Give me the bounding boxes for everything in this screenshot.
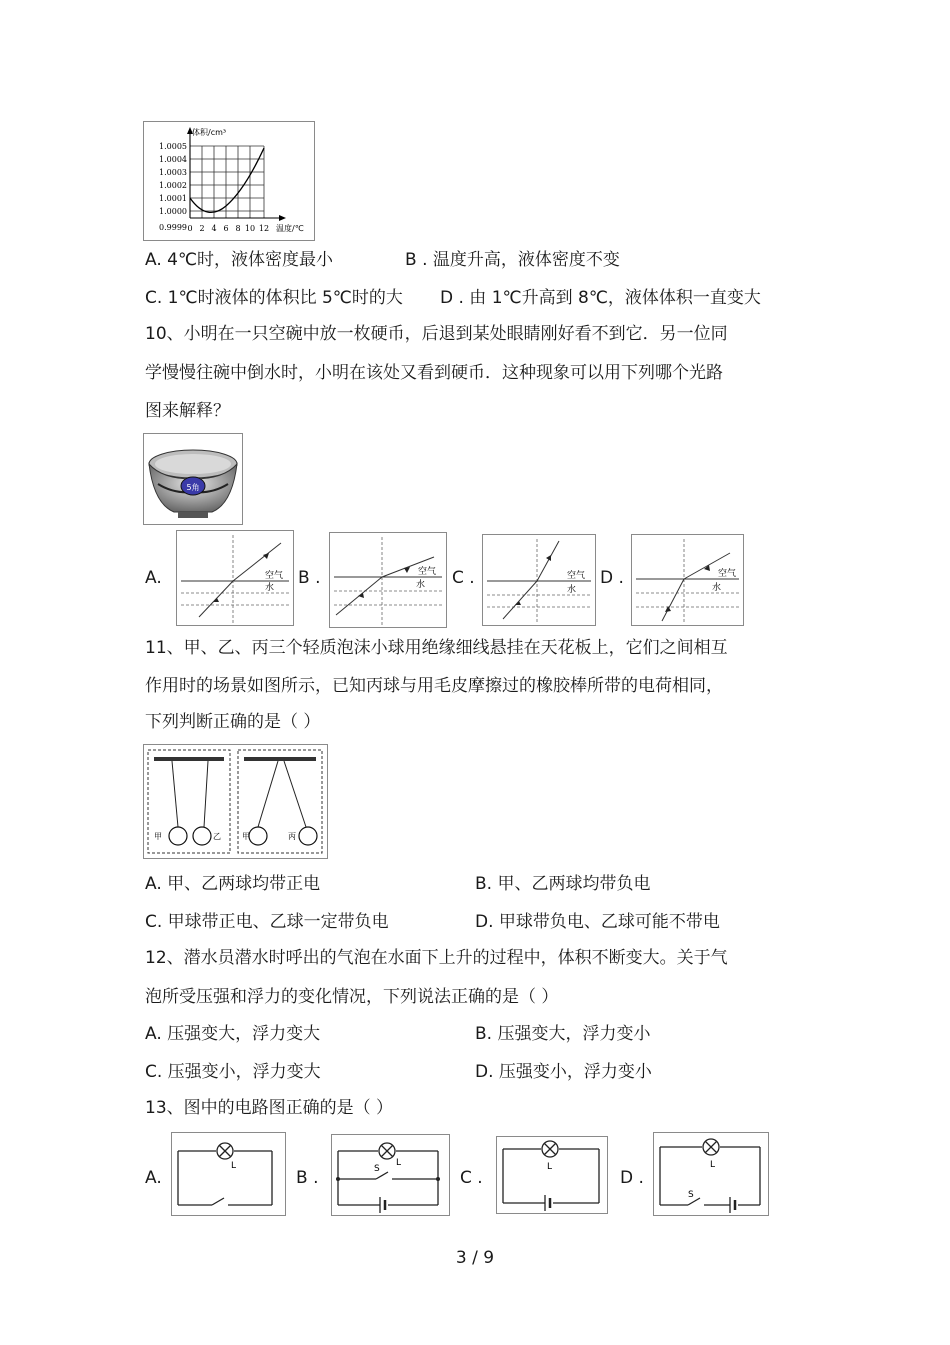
water-label: 水: [712, 583, 722, 593]
air-label: 空气: [265, 571, 284, 581]
q11-option-b: B. 甲、乙两球均带负电: [475, 874, 651, 894]
ytick: 1.0000: [159, 207, 187, 216]
volume-temperature-graph: [143, 121, 315, 241]
q12-option-a: A. 压强变大，浮力变大: [145, 1024, 321, 1044]
ball-label-bing: 丙: [288, 832, 296, 841]
light-path-diagram-c: [482, 534, 596, 626]
coin-label: 5角: [186, 483, 200, 492]
lamp-label: L: [710, 1160, 716, 1170]
air-label: 空气: [418, 567, 437, 577]
graph-xlabel: 温度/℃: [276, 224, 304, 233]
q9-option-c: C. 1℃时液体的体积比 5℃时的大: [145, 288, 403, 308]
lamp-label: L: [547, 1162, 553, 1172]
q11-option-d: D. 甲球带负电、乙球可能不带电: [475, 912, 720, 932]
ytick: 1.0002: [159, 181, 187, 190]
xtick: 6: [223, 224, 229, 233]
water-label: 水: [567, 585, 577, 595]
q10-label-a: A.: [145, 568, 162, 588]
water-label: 水: [265, 583, 275, 593]
ytick: 1.0005: [159, 142, 187, 151]
circuit-diagram-a: [171, 1132, 286, 1216]
q10-line-3: 图来解释？: [145, 401, 230, 421]
xtick: 0: [187, 224, 193, 233]
q13-label-b: B .: [296, 1168, 319, 1188]
switch-label: S: [374, 1164, 380, 1174]
ytick: 0.9999: [159, 223, 187, 232]
ball-label-yi: 乙: [213, 832, 221, 841]
ball-label-jia-right: 甲: [242, 832, 250, 841]
q9-option-a: A. 4℃时，液体密度最小: [145, 250, 334, 270]
light-path-diagram-d: [631, 534, 744, 626]
q11-line-2: 作用时的场景如图所示，已知丙球与用毛皮摩擦过的橡胶棒所带的电荷相同，: [145, 676, 723, 696]
q10-label-b: B .: [298, 568, 321, 588]
q11-line-3: 下列判断正确的是（ ）: [145, 712, 321, 732]
ytick: 1.0001: [159, 194, 187, 203]
xtick: 8: [235, 224, 241, 233]
air-label: 空气: [718, 569, 737, 579]
switch-label: S: [688, 1190, 694, 1200]
q11-line-1: 11、甲、乙、丙三个轻质泡沫小球用绝缘细线悬挂在天花板上，它们之间相互: [145, 638, 728, 658]
bowl-with-coin-image: [143, 433, 243, 525]
graph-ylabel: 体积/cm³: [192, 128, 227, 137]
q11-option-a: A. 甲、乙两球均带正电: [145, 874, 321, 894]
circuit-diagram-b: [331, 1134, 450, 1216]
q13-label-c: C .: [460, 1168, 483, 1188]
q13-line-1: 13、图中的电路图正确的是（ ）: [145, 1098, 394, 1118]
q12-line-1: 12、潜水员潜水时呼出的气泡在水面下上升的过程中，体积不断变大。关于气: [145, 948, 728, 968]
q10-line-2: 学慢慢往碗中倒水时，小明在该处又看到硬币．这种现象可以用下列哪个光路: [145, 363, 723, 383]
q13-label-a: A.: [145, 1168, 162, 1188]
air-label: 空气: [567, 571, 586, 581]
q12-line-2: 泡所受压强和浮力的变化情况，下列说法正确的是（ ）: [145, 987, 559, 1007]
q13-label-d: D .: [620, 1168, 644, 1188]
q12-option-b: B. 压强变大，浮力变小: [475, 1024, 651, 1044]
light-path-diagram-a: [176, 530, 294, 626]
page-number: 3 / 9: [455, 1248, 495, 1268]
xtick: 4: [211, 224, 217, 233]
ytick: 1.0004: [159, 155, 187, 164]
q9-option-d: D . 由 1℃升高到 8℃，液体体积一直变大: [440, 288, 761, 308]
ytick: 1.0003: [159, 168, 187, 177]
circuit-diagram-c: [496, 1136, 608, 1214]
water-label: 水: [416, 580, 426, 590]
xtick: 12: [258, 224, 270, 233]
q10-label-c: C .: [452, 568, 475, 588]
xtick: 2: [199, 224, 205, 233]
charged-balls-image: [143, 744, 328, 859]
q12-option-c: C. 压强变小，浮力变大: [145, 1062, 321, 1082]
light-path-diagram-b: [329, 532, 447, 628]
lamp-label: L: [231, 1161, 237, 1171]
lamp-label: L: [396, 1158, 402, 1168]
xtick: 10: [244, 224, 256, 233]
q12-option-d: D. 压强变小，浮力变小: [475, 1062, 652, 1082]
q11-option-c: C. 甲球带正电、乙球一定带负电: [145, 912, 389, 932]
circuit-diagram-d: [653, 1132, 769, 1216]
q9-option-b: B . 温度升高，液体密度不变: [405, 250, 620, 270]
q10-line-1: 10、小明在一只空碗中放一枚硬币，后退到某处眼睛刚好看不到它．另一位同: [145, 324, 728, 344]
ball-label-jia-left: 甲: [154, 832, 162, 841]
q10-label-d: D .: [600, 568, 624, 588]
